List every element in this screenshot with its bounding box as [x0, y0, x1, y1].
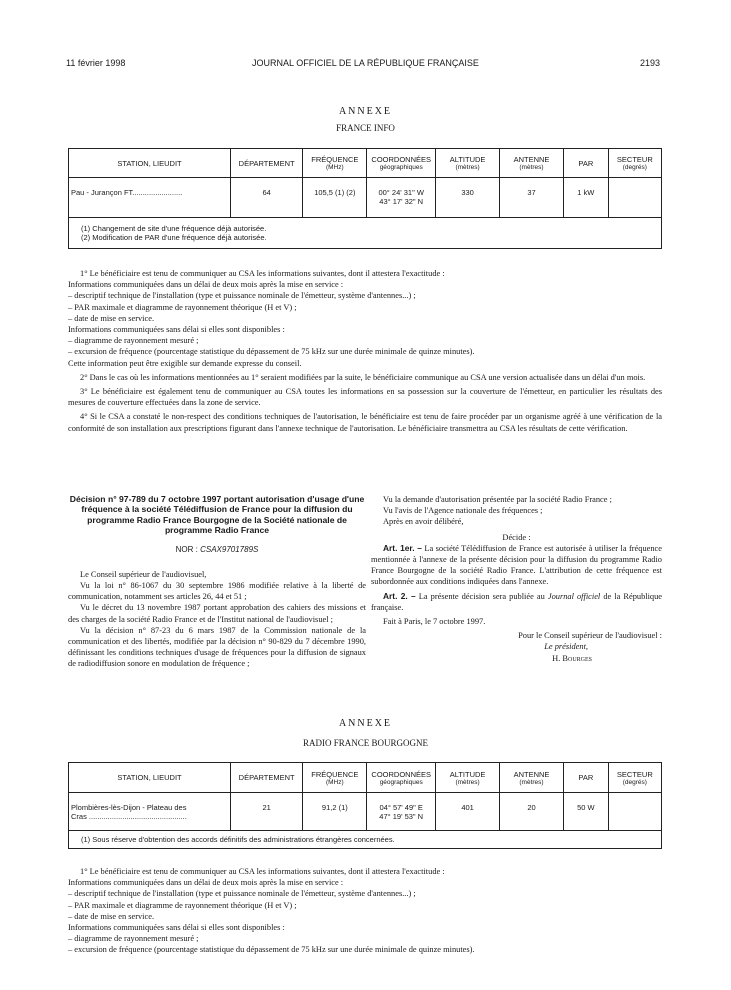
- table-row: [69, 178, 662, 218]
- col-frequence: FRÉQUENCE (MHz): [303, 763, 367, 793]
- list-item: – excursion de fréquence (pourcentage statistique du dépassement de 75 kHz sur une durée minimale de quinze minutes).: [68, 347, 475, 357]
- page-header: [0, 58, 731, 72]
- col-par: PAR: [563, 149, 608, 178]
- cell-altitude: 401: [436, 793, 500, 831]
- col-frequence: FRÉQUENCE (MHz): [303, 149, 367, 178]
- technical-conditions-1: [68, 268, 662, 434]
- col-antenne: ANTENNE (mètres): [500, 149, 564, 178]
- decision-title: Décision n° 97-789 du 7 octobre 1997 portant autorisation d'usage d'une fréquence à la société Télédiffusion de France pour la diffusion du programme Radio France Bourgogne de la Société nationale de programme Radio France: [69, 494, 365, 536]
- list-item: – PAR maximale et diagramme de rayonnement théorique (H et V) ;: [68, 302, 297, 312]
- cell-par: 50 W: [563, 793, 608, 831]
- col-secteur: SECTEUR (degrés): [608, 149, 661, 178]
- technical-conditions-2: [68, 866, 662, 956]
- article-2: Art. 2. – La présente décision sera publiée au Journal officiel de la République française.: [371, 590, 663, 612]
- cell-altitude: 330: [436, 178, 500, 218]
- list-item: – date de mise en service.: [68, 313, 155, 323]
- cell-antenne: 20: [500, 793, 564, 831]
- col-station: STATION, LIEUDIT: [69, 763, 231, 793]
- col-par: PAR: [563, 763, 608, 793]
- note-1: (1) Changement de site d'une fréquence déjà autorisée.: [81, 224, 267, 233]
- signatory-body: Pour le Conseil supérieur de l'audiovisuel :: [518, 631, 662, 641]
- paragraph: Cette information peut être exigible sur demande expresse du conseil.: [68, 358, 302, 368]
- page-number: 2193: [640, 58, 661, 68]
- annexe-title: ANNEXE: [338, 106, 393, 117]
- col-coordonnees: COORDONNÉES géographiques: [367, 763, 436, 793]
- paragraph: Informations communiquées sans délai si elles sont disponibles :: [68, 325, 285, 335]
- paragraph: Informations communiquées dans un délai de deux mois après la mise en service :: [68, 878, 344, 888]
- col-antenne: ANTENNE (mètres): [500, 763, 564, 793]
- annexe-2-title: ANNEXE: [338, 718, 393, 729]
- table-notes: [69, 218, 662, 249]
- list-item: – date de mise en service.: [68, 911, 155, 921]
- table-notes: (1) Sous réserve d'obtention des accords définitifs des administrations étrangères concernées.: [69, 831, 662, 849]
- paragraph: Vu le décret du 13 novembre 1987 portant approbation des cahiers des missions et des charges de la société Radio France et de l'Institut national de l'audiovisuel ;: [68, 603, 366, 624]
- journal-title: JOURNAL OFFICIEL DE LA RÉPUBLIQUE FRANÇAISE: [252, 58, 479, 68]
- paragraph: Après en avoir délibéré,: [383, 517, 464, 527]
- paragraph: Vu la demande d'autorisation présentée par la société Radio France ;: [383, 495, 612, 504]
- cell-departement: 64: [230, 178, 302, 218]
- cell-departement: 21: [230, 793, 302, 831]
- table-header-row: [69, 763, 662, 793]
- col-altitude: ALTITUDE (mètres): [436, 149, 500, 178]
- annexe-subtitle: FRANCE INFO: [336, 123, 395, 133]
- list-item: – diagramme de rayonnement mesuré ;: [68, 934, 199, 944]
- cell-secteur: [608, 178, 661, 218]
- paragraph: 3° Le bénéficiaire est également tenu de communiquer au CSA toutes les informations en sa possession sur la couverture de l'émetteur, en particulier les résultats des mesures de couverture effectuées dans la zone de service.: [68, 387, 662, 408]
- paragraph: 1° Le bénéficiaire est tenu de communiquer au CSA les informations suivantes, dont il attestera l'exactitude :: [80, 269, 445, 278]
- list-item: – descriptif technique de l'installation (type et puissance nominale de l'émetteur, système d'antennes...) ;: [68, 291, 416, 301]
- cell-station: Plombières-lès-Dijon - Plateau des Cras ...............................................: [69, 793, 231, 831]
- list-item: – descriptif technique de l'installation (type et puissance nominale de l'émetteur, système d'antennes...) ;: [68, 889, 416, 899]
- paragraph: Vu la loi n° 86-1067 du 30 septembre 1986 modifiée relative à la liberté de communication, notamment ses articles 26, 44 et 51 ;: [68, 581, 366, 602]
- list-item: – diagramme de rayonnement mesuré ;: [68, 336, 199, 346]
- cell-coordonnees: 04° 57' 49" E 47° 19' 53" N: [367, 793, 436, 831]
- header-date: 11 février 1998: [66, 58, 126, 68]
- table-notes-row: [69, 218, 662, 249]
- list-item: – excursion de fréquence (pourcentage statistique du dépassement de 75 kHz sur une durée minimale de quinze minutes).: [68, 945, 475, 955]
- cell-secteur: [608, 793, 661, 831]
- decision-left-column: [68, 494, 366, 670]
- decide-heading: Décide :: [502, 532, 531, 542]
- list-item: – PAR maximale et diagramme de rayonnement théorique (H et V) ;: [68, 900, 297, 910]
- col-altitude: ALTITUDE (mètres): [436, 763, 500, 793]
- decision-right-column: [371, 494, 662, 664]
- col-station: STATION, LIEUDIT: [69, 149, 231, 178]
- paragraph: Informations communiquées sans délai si elles sont disponibles :: [68, 923, 285, 933]
- annexe-2-subtitle: RADIO FRANCE BOURGOGNE: [302, 738, 428, 748]
- signature-date: Fait à Paris, le 7 octobre 1997.: [383, 617, 486, 627]
- nor-reference: NOR : CSAX9701789S: [175, 544, 259, 554]
- paragraph: 2° Dans le cas où les informations mentionnées au 1° seraient modifiées par la suite, le bénéficiaire communique au CSA une version actualisée dans un délai d'un mois.: [80, 372, 646, 382]
- paragraph: 4° Si le CSA a constaté le non-respect des conditions techniques de l'autorisation, le bénéficiaire est tenu de faire procéder par un organisme agréé à une vérification de la conformité de son installation aux prescriptions figurant dans l'annexe technique de l'autorisation. Le bénéficiaire transmettra au CSA les résultats de cette vérification.: [68, 412, 662, 433]
- cell-frequence: 91,2 (1): [303, 793, 367, 831]
- frequency-table: [68, 148, 662, 249]
- table-notes-row: [69, 831, 662, 849]
- table-row: [69, 793, 662, 831]
- cell-frequence: 105,5 (1) (2): [303, 178, 367, 218]
- col-departement: DÉPARTEMENT: [230, 149, 302, 178]
- cell-coordonnees: 00° 24' 31" W 43° 17' 32" N: [367, 178, 436, 218]
- paragraph: Vu l'avis de l'Agence nationale des fréquences ;: [383, 506, 543, 516]
- cell-antenne: 37: [500, 178, 564, 218]
- col-coordonnees: COORDONNÉES géographiques: [367, 149, 436, 178]
- article-1: Art. 1er. – La société Télédiffusion de France est autorisée à utiliser la fréquence mentionnée à l'annexe de la présente décision pour la diffusion du programme Radio France Bourgogne de la société Radio France. L'attribution de cette fréquence est subordonnée aux conditions indiquées dans l'annexe.: [371, 542, 662, 587]
- signatory-name: H. Bourges: [552, 653, 592, 663]
- cell-station: Pau - Jurançon FT........................: [69, 178, 231, 218]
- paragraph: Le Conseil supérieur de l'audiovisuel,: [80, 569, 207, 579]
- table-header-row: [69, 149, 662, 178]
- note-2: (2) Modification de PAR d'une fréquence déjà autorisée.: [81, 233, 267, 242]
- col-secteur: SECTEUR (degrés): [608, 763, 661, 793]
- paragraph: Vu la décision n° 87-23 du 6 mars 1987 de la Commission nationale de la communication et des libertés, modifiée par la décision n° 90-829 du 7 décembre 1990, définissant les conditions techniques d'usage de fréquences pour la diffusion de signaux de radiodiffusion sonore en modulation de fréquence ;: [68, 625, 366, 669]
- frequency-table-2: [68, 762, 662, 849]
- col-departement: DÉPARTEMENT: [230, 763, 302, 793]
- cell-par: 1 kW: [563, 178, 608, 218]
- signatory-title: Le président,: [544, 642, 588, 652]
- paragraph: 1° Le bénéficiaire est tenu de communiquer au CSA les informations suivantes, dont il attestera l'exactitude :: [80, 867, 445, 876]
- paragraph: Informations communiquées dans un délai de deux mois après la mise en service :: [68, 280, 344, 290]
